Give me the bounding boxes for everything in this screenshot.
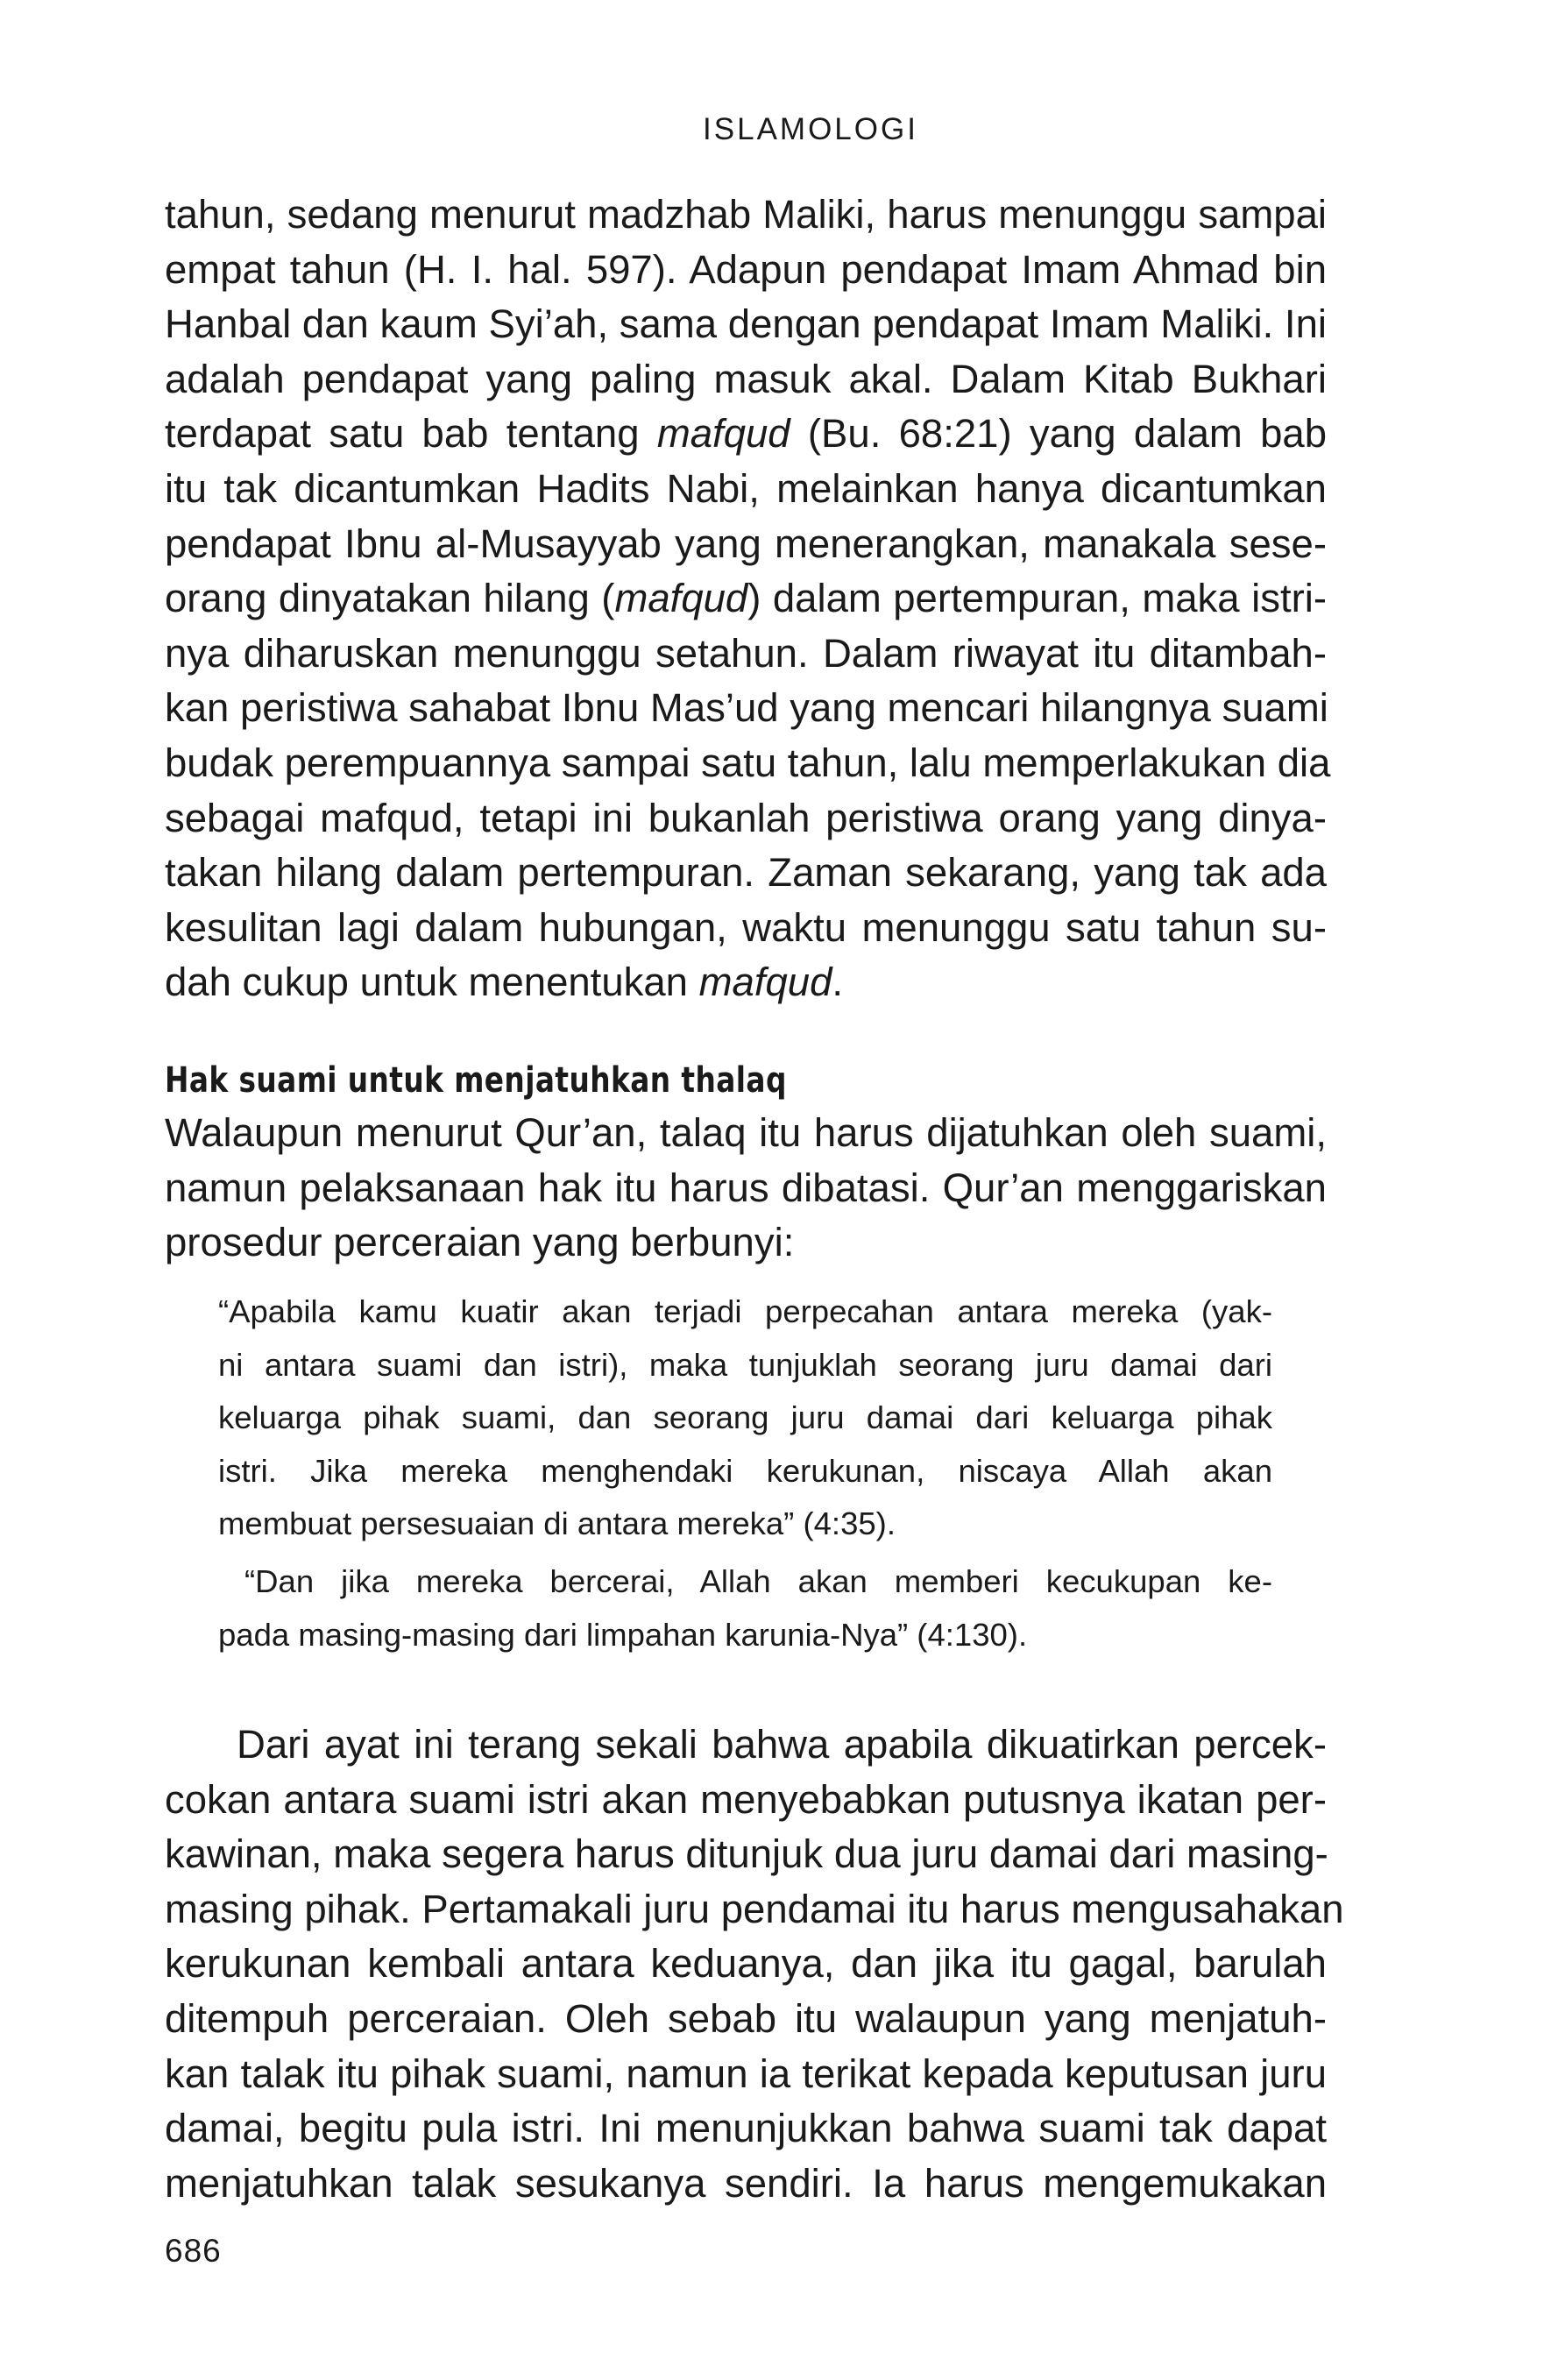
text-line: Walaupun menurut Qur’an, talaq itu harus dijatuhkan oleh suami, (165, 1110, 1327, 1155)
text-line: itu tak dicantumkan Hadits Nabi, melainkan hanya dicantumkan (165, 465, 1327, 511)
text-line: empat tahun (H. I. hal. 597). Adapun pendapat Imam Ahmad bin (165, 246, 1327, 292)
quote-4-130 (218, 1555, 1272, 1661)
text-line: kawinan, maka segera harus ditunjuk dua juru damai dari masing- (165, 1831, 1328, 1877)
text-line: orang dinyatakan hilang (mafqud) dalam pertempuran, maka istri- (165, 576, 1327, 621)
text-line: adalah pendapat yang paling masuk akal. Dalam Kitab Bukhari (165, 356, 1327, 401)
quote-line: ni antara suami dan istri), maka tunjuklah seorang juru damai dari (218, 1346, 1272, 1383)
quote-line: membuat persesuaian di antara mereka” (4:35). (218, 1505, 896, 1541)
text-line: tahun, sedang menurut madzhab Maliki, harus menunggu sampai (165, 192, 1327, 237)
text-line: masing pihak. Pertamakali juru pendamai itu harus mengusahakan (165, 1886, 1344, 1931)
quote-line: “Apabila kamu kuatir akan terjadi perpecahan antara mereka (yak- (218, 1293, 1272, 1329)
text-line: cokan antara suami istri akan menyebabkan putusnya ikatan per- (165, 1776, 1327, 1822)
paragraph-juru-damai (165, 1718, 1344, 2211)
text-line: kesulitan lagi dalam hubungan, waktu menunggu satu tahun su- (165, 904, 1327, 950)
quote-line: keluarga pihak suami, dan seorang juru damai dari keluarga pihak (218, 1399, 1272, 1435)
text-line: terdapat satu bab tentang mafqud (Bu. 68:21) yang dalam bab (165, 411, 1328, 457)
text-line: kan peristiwa sahabat Ibnu Mas’ud yang mencari hilangnya suami (165, 685, 1328, 731)
text-line: namun pelaksanaan hak itu harus dibatasi. Qur’an menggariskan (165, 1165, 1327, 1210)
running-head: ISLAMOLOGI (703, 112, 918, 146)
text-line: kerukunan kembali antara keduanya, dan jika itu gagal, barulah (165, 1941, 1327, 1987)
text-line: nya diharuskan menunggu setahun. Dalam riwayat itu ditambah- (165, 630, 1327, 676)
section-heading: Hak suami untuk menjatuhkan thalaq (165, 1060, 787, 1101)
text-line: Dari ayat ini terang sekali bahwa apabila dikuatirkan percek- (237, 1722, 1327, 1767)
text-line: pendapat Ibnu al-Musayyab yang menerangkan, manakala sese- (165, 521, 1327, 566)
text-line: sebagai mafqud, tetapi ini bukanlah peristiwa orang yang dinya- (165, 795, 1327, 840)
italic-term: mafqud (698, 960, 832, 1005)
italic-term: mafqud (614, 576, 748, 621)
text-line: prosedur perceraian yang berbunyi: (165, 1220, 795, 1265)
paragraph-mafqud (165, 188, 1331, 1010)
italic-term: mafqud (656, 411, 790, 457)
text-line: dah cukup untuk menentukan mafqud. (165, 960, 844, 1005)
text-line: budak perempuannya sampai satu tahun, lalu memperlakukan dia (165, 740, 1331, 785)
text-line: takan hilang dalam pertempuran. Zaman sekarang, yang tak ada (165, 850, 1327, 896)
quote-line: pada masing-masing dari limpahan karunia-Nya” (4:130). (218, 1616, 1028, 1653)
text-line: kan talak itu pihak suami, namun ia terikat kepada keputusan juru (165, 2051, 1327, 2096)
page-number: 686 (165, 2233, 222, 2269)
quote-line: “Dan jika mereka bercerai, Allah akan memberi kecukupan ke- (244, 1563, 1272, 1599)
text-line: menjatuhkan talak sesukanya sendiri. Ia harus mengemukakan (165, 2160, 1327, 2206)
text-line: Hanbal dan kaum Syi’ah, sama dengan pendapat Imam Maliki. Ini (165, 301, 1327, 347)
quote-4-35 (218, 1286, 1272, 1551)
text-line: ditempuh perceraian. Oleh sebab itu walaupun yang menjatuh- (165, 1995, 1327, 2041)
quote-line: istri. Jika mereka menghendaki kerukunan, niscaya Allah akan (218, 1452, 1272, 1489)
paragraph-intro (165, 1106, 1327, 1271)
text-line: damai, begitu pula istri. Ini menunjukkan bahwa suami tak dapat (165, 2106, 1327, 2151)
